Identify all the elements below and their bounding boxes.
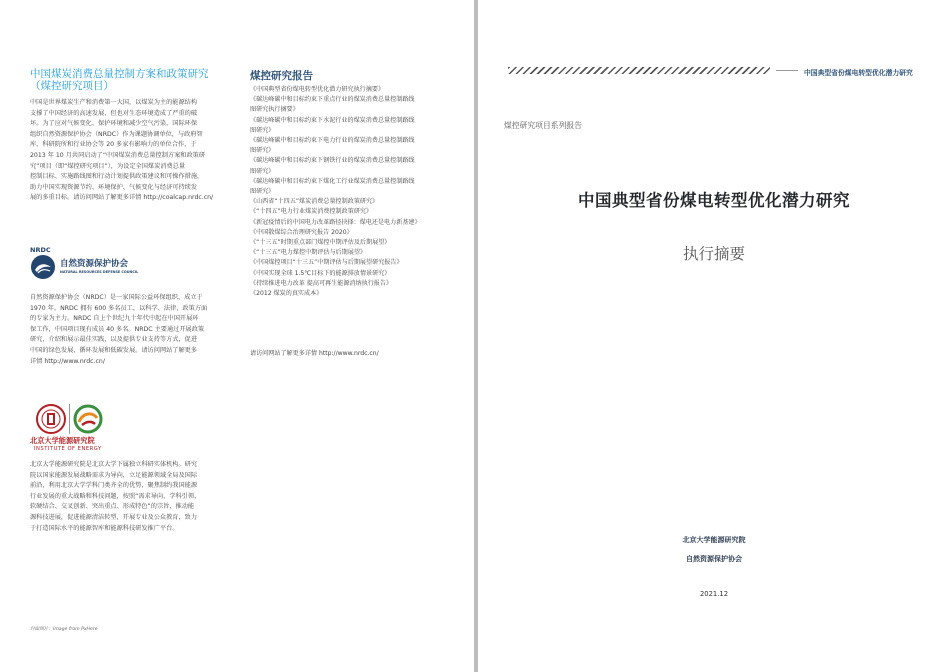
text-line: 库、科研院所和行业协会等 20 多家有影响力的单位合作，于 xyxy=(30,141,197,149)
text-line: 2013 年 10 月共同启动了“中国煤炭消费总量控制方案和政策研 xyxy=(30,151,206,159)
list-item: 《碳达峰碳中和目标约束下水泥行业的煤炭消费总量控制路线 xyxy=(250,116,415,124)
energy-swirl-icon xyxy=(73,404,103,434)
text-line: 保工作，中国项目现有成员 40 多名。NRDC 主要通过开展政策 xyxy=(30,325,205,333)
list-item: 《中国散煤综合治理研究报告 2020》 xyxy=(250,228,353,236)
text-line: 北京大学能源研究院是北京大学下属独立科研实体机构。研究 xyxy=(30,461,198,468)
nrdc-logo xyxy=(30,246,180,280)
list-item: 《中国实现全球 1.5℃目标下的能源排放情景研究》 xyxy=(250,269,391,277)
list-item: 《“十三五”时期重点部门煤控中期评估及后期展望》 xyxy=(250,239,391,247)
text-line: 的专家为主力。NRDC 自上个世纪九十年代中起在中国开展环 xyxy=(30,315,199,323)
list-item: 《新冠疫情后的中国电力改革路径抉择：煤电还是电力新基建》 xyxy=(250,218,421,226)
text-line: 坏。为了应对气候变化、保护环境和减少空气污染，国际环保 xyxy=(30,120,198,128)
section1-title xyxy=(30,68,209,92)
text-line: 自然资源保护协会（NRDC）是一家国际公益环保组织，成立于 xyxy=(30,294,203,301)
text-line: 中国是世界煤炭生产和消费第一大国，以煤炭为主的能源结构 xyxy=(30,99,198,106)
list-item: 《山西省“十四五”煤炭消费总量控制政策研究》 xyxy=(250,198,379,206)
pku-energy-logo xyxy=(30,404,140,454)
list-item: 图研究》 xyxy=(250,126,275,134)
pku-seal-icon xyxy=(36,404,66,434)
section1-title-line2: （煤控研究项目） xyxy=(30,80,114,92)
series-label: 煤控研究项目系列报告 xyxy=(504,121,582,130)
section2-body xyxy=(30,293,240,367)
header-hatch-decoration xyxy=(508,67,770,74)
section3-body xyxy=(30,460,240,534)
reports-list xyxy=(250,85,465,299)
list-item: 图研究》 xyxy=(250,147,275,155)
nrdc-en-name: NATURAL RESOURCES DEFENSE COUNCIL xyxy=(60,270,139,274)
text-line: 组织自然资源保护协会（NRDC）作为课题协调单位，与政府智 xyxy=(30,130,203,138)
list-item: 《碳达峰碳中和目标约束下重点行业的煤炭消费总量控制路线 xyxy=(250,96,415,104)
reports-title: 煤控研究报告 xyxy=(250,70,313,82)
list-item: 图研究执行摘要》 xyxy=(250,106,299,114)
list-item: 图研究》 xyxy=(250,188,275,196)
header-title: 中国典型省份煤电转型优化潜力研究 xyxy=(804,69,913,77)
org-pku-energy: 北京大学能源研究院 xyxy=(682,536,746,544)
text-line: 前沿，利用北京大学学科门类齐全的优势，聚焦制约我国能源 xyxy=(30,482,198,490)
main-title: 中国典型省份煤电转型优化潜力研究 xyxy=(578,191,850,210)
text-line: 究”项目（即“煤控研究项目”），为设定全国煤炭消费总量 xyxy=(30,162,186,170)
text-line: 1970 年。NRDC 拥有 600 多名员工，以科学、法律、政策方面 xyxy=(30,304,208,312)
text-line: 研究，介绍和展示最佳实践，以及提供专业支持等方式，促进 xyxy=(30,336,198,344)
text-line: 展的多重目标。请访问网站了解更多详情 http://coalcap.nrdc.cn/ xyxy=(30,194,214,202)
cover-credit: 封面图片：Image from PxHere xyxy=(30,627,98,632)
text-line: 软硬结合、交叉创新、突出重点、形成特色”的宗旨，推动能 xyxy=(30,503,195,511)
org-nrdc: 自然资源保护协会 xyxy=(686,555,742,563)
text-line: 支撑了中国经济的高速发展，但也对生态环境造成了严重的破 xyxy=(30,109,198,117)
nrdc-abbr: NRDC xyxy=(30,246,51,254)
header-separator xyxy=(776,70,798,71)
text-line: 控制目标、实施路线图和行动计划提供政策建议和可操作措施， xyxy=(30,173,204,181)
reports-footer: 请访问网站了解更多详情 http://www.nrdc.cn/ xyxy=(250,350,379,357)
text-line: 院以国家能源发展战略需求为导向，立足能源领域全局及国际 xyxy=(30,471,198,479)
text-line: 于打造国际水平的能源智库和能源科技研发推广平台。 xyxy=(30,524,179,532)
publish-date: 2021.12 xyxy=(699,590,729,598)
left-page xyxy=(0,0,474,672)
pku-cn-name: 北京大学能源研究院 xyxy=(30,436,95,445)
list-item: 《中国煤控项目“十三五”中期评估与后期展望研究报告》 xyxy=(250,259,403,267)
nrdc-cn-name: 自然资源保护协会 xyxy=(60,259,129,269)
list-item: 《碳达峰碳中和目标约束下钢铁行业的煤炭消费总量控制路线 xyxy=(250,157,415,165)
list-item: 《“十三五”电力煤控中期评估与后期展望》 xyxy=(250,249,367,257)
nrdc-emblem-icon xyxy=(30,254,56,280)
logo-divider xyxy=(69,404,70,434)
list-item: 《碳达峰碳中和目标约束下煤化工行业煤炭消费总量控制路线 xyxy=(250,177,415,185)
text-line: 行业发展的重大战略和科技问题，按照“需求导向、学科引领、 xyxy=(30,492,201,500)
text-line: 源科技进展，促进能源清洁转型，开展专业及公众教育，致力 xyxy=(30,513,198,521)
list-item: 图研究》 xyxy=(250,167,275,175)
pku-en-name: INSTITUTE OF ENERGY xyxy=(34,446,102,452)
list-item: 《碳达峰碳中和目标约束下电力行业的煤炭消费总量控制路线 xyxy=(250,137,415,145)
section1-title-line1: 中国煤炭消费总量控制方案和政策研究 xyxy=(30,68,209,80)
list-item: 《持续推进电力改革 提高可再生能源消纳执行报告》 xyxy=(250,279,393,287)
subtitle: 执行摘要 xyxy=(682,245,745,263)
text-line: 助力中国实现资源节约、环境保护、气候变化与经济可持续发 xyxy=(30,183,198,191)
list-item: 《2012 煤炭的真实成本》 xyxy=(250,290,323,298)
right-page xyxy=(478,0,950,672)
text-line: 中国的绿色发展、循环发展和低碳发展。请访问网站了解更多 xyxy=(30,346,198,354)
text-line: 详情 http://www.nrdc.cn/ xyxy=(30,357,105,365)
list-item: 《“十四五”电力行业煤炭消费控制政策研究》 xyxy=(250,208,373,216)
list-item: 《中国典型省份煤电转型优化潜力研究执行摘要》 xyxy=(250,86,385,93)
section1-body xyxy=(30,98,235,204)
